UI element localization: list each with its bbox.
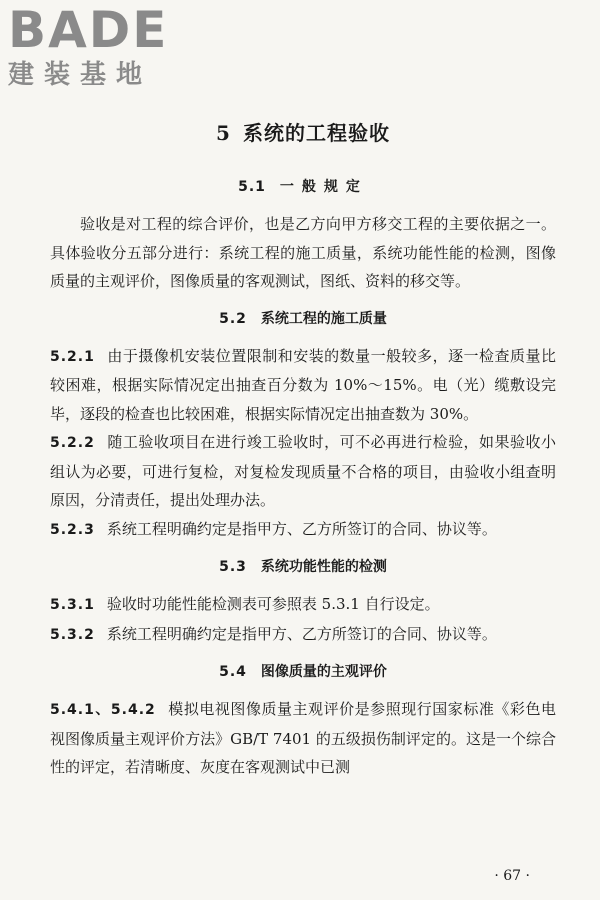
clause-5-3-2: [50, 620, 556, 650]
chapter-number: 5: [216, 121, 231, 145]
clause-5-2-2: [50, 428, 556, 515]
document-page: [50, 118, 556, 782]
clause-5-4-1: [50, 695, 556, 782]
clause-text: 由于摄像机安装位置限制和安装的数量一般较多，逐一检查质量比较困难，根据实际情况定出抽查百分数为 10%～15%。电（光）缆敷设完毕，逐段的检查也比较困难，根据实际情况定出抽查数为 30%。: [50, 346, 556, 423]
clause-number: 5.2.1: [50, 348, 95, 365]
clause-5-3-1: [50, 590, 556, 620]
section-title: 图像质量的主观评价: [260, 664, 387, 680]
section-number: 5.4: [219, 664, 247, 680]
clause-text: 系统工程明确约定是指甲方、乙方所签订的合同、协议等。: [106, 624, 497, 643]
section-number: 5.1: [238, 179, 266, 195]
clause-5-2-1: [50, 342, 556, 429]
clause-text: 随工验收项目在进行竣工验收时，可不必再进行检验，如果验收小组认为必要，可进行复检，对复检发现质量不合格的项目，由验收小组查明原因，分清责任，提出处理办法。: [50, 433, 556, 509]
clause-number: 5.3.2: [50, 626, 95, 643]
section-title: 系统工程的施工质量: [260, 310, 387, 327]
clause-5-2-3: [50, 515, 556, 545]
logo-subtitle: 建装基地: [8, 60, 153, 90]
section-heading-5-4: [50, 661, 556, 683]
section-title: 一般规定: [279, 179, 368, 195]
clause-number: 5.2.3: [50, 521, 95, 538]
chapter-title-text: 系统的工程验收: [242, 121, 390, 145]
paragraph-5-1: 验收是对工程的综合评价，也是乙方向甲方移交工程的主要依据之一。具体验收分五部分进行：系统工程的施工质量，系统功能性能的检测，图像质量的主观评价，图像质量的客观测试，图纸、资料的移交等。: [50, 215, 556, 290]
section-heading-5-2: [50, 308, 556, 330]
section-heading-5-1: [50, 176, 556, 198]
logo-brand-text: BADE: [8, 1, 169, 59]
brand-logo: [8, 1, 169, 90]
page-number: · 67 ·: [494, 868, 530, 884]
clause-number: 5.3.1: [50, 597, 95, 613]
clause-number: 5.2.2: [50, 435, 95, 451]
clause-text: 系统工程明确约定是指甲方、乙方所签订的合同、协议等。: [106, 519, 497, 538]
section-title: 系统功能性能的检测: [260, 559, 387, 575]
clause-text: 模拟电视图像质量主观评价是参照现行国家标准《彩色电视图像质量主观评价方法》GB/T 7401 的五级损伤制评定的。这是一个综合性的评定，若清晰度、灰度在客观测试中已测: [50, 700, 556, 776]
clause-text: 验收时功能性能检测表可参照表 5.3.1 自行设定。: [106, 595, 440, 613]
section-number: 5.3: [219, 559, 247, 575]
clause-number: 5.4.1、5.4.2: [50, 702, 156, 718]
section-heading-5-3: [50, 556, 556, 578]
section-number: 5.2: [219, 310, 247, 327]
chapter-title: [50, 118, 556, 148]
